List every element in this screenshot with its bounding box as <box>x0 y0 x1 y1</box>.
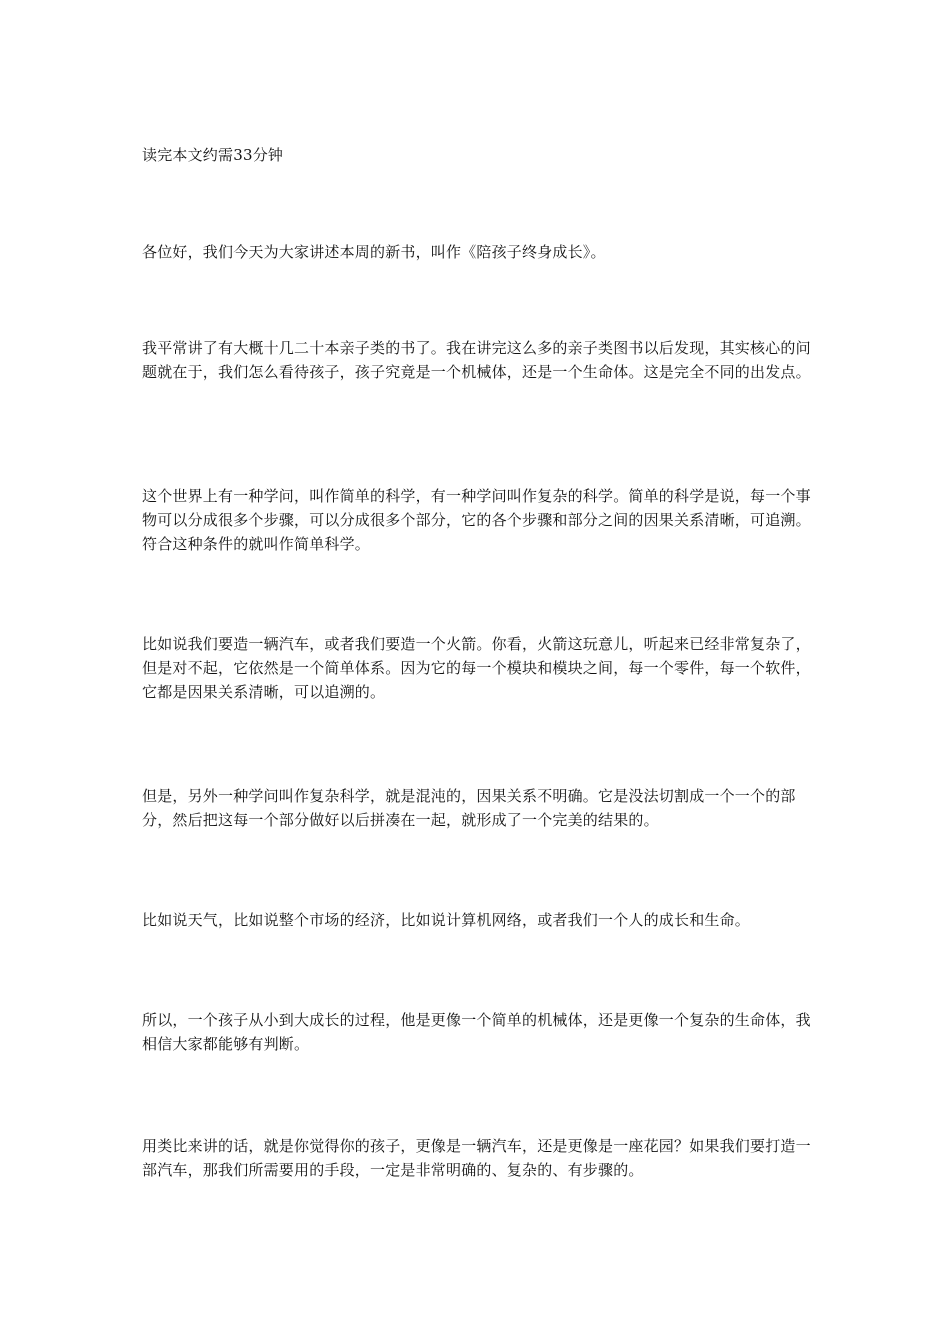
paragraph-judgment: 所以，一个孩子从小到大成长的过程，他是更像一个简单的机械体，还是更像一个复杂的生命体，我相信大家都能够有判断。 <box>142 1011 811 1053</box>
paragraph-analogy: 用类比来讲的话，就是你觉得你的孩子，更像是一辆汽车，还是更像是一座花园？如果我们要打造一部汽车，那我们所需要用的手段，一定是非常明确的、复杂的、有步骤的。 <box>142 1137 811 1179</box>
paragraph-examples: 比如说天气，比如说整个市场的经济，比如说计算机网络，或者我们一个人的成长和生命。 <box>142 911 751 929</box>
paragraph-complex-science: 但是，另外一种学问叫作复杂科学，就是混沌的，因果关系不明确。它是没法切割成一个一个的部分，然后把这每一个部分做好以后拼凑在一起，就形成了一个完美的结果的。 <box>142 787 796 829</box>
paragraph-core-question: 我平常讲了有大概十几二十本亲子类的书了。我在讲完这么多的亲子类图书以后发现，其实核心的问题就在于，我们怎么看待孩子，孩子究竟是一个机械体，还是一个生命体。这是完全不同的出发点。 <box>142 339 811 381</box>
paragraph-intro: 各位好，我们今天为大家讲述本周的新书，叫作《陪孩子终身成长》。 <box>142 243 606 261</box>
paragraph-rocket-example: 比如说我们要造一辆汽车，或者我们要造一个火箭。你看，火箭这玩意儿，听起来已经非常复杂了，但是对不起，它依然是一个简单体系。因为它的每一个模块和模块之间，每一个零件，每一个软件，它都是因果关系清晰，可以追溯的。 <box>142 635 811 701</box>
reading-time: 读完本文约需33分钟 <box>142 146 284 164</box>
paragraph-simple-science: 这个世界上有一种学问，叫作简单的科学，有一种学问叫作复杂的科学。简单的科学是说，每一个事物可以分成很多个步骤，可以分成很多个部分，它的各个步骤和部分之间的因果关系清晰，可追溯。符合这种条件的就叫作简单科学。 <box>142 487 811 553</box>
